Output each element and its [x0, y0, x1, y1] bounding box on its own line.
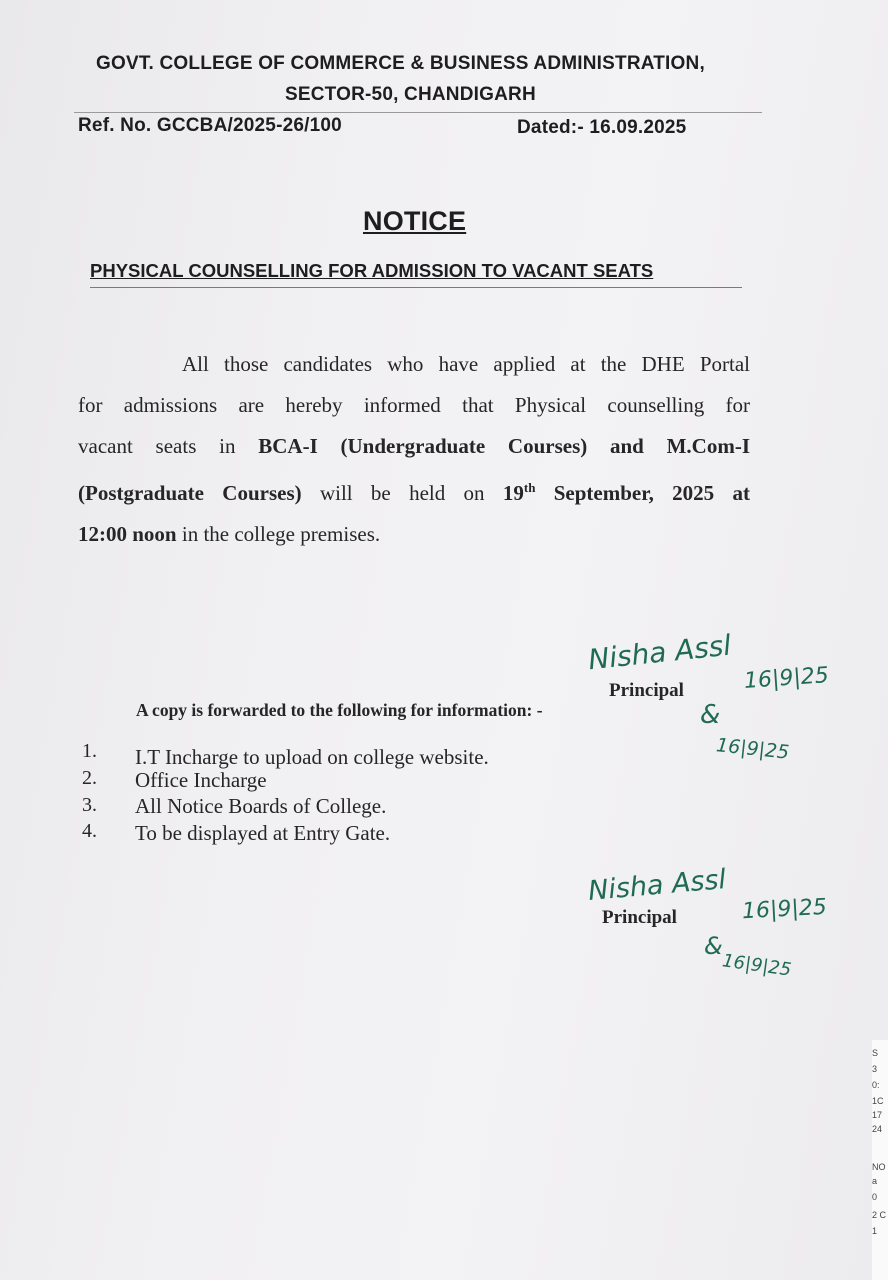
handwritten-date-1: 16|9|25 [743, 663, 830, 694]
subject-underline [90, 287, 742, 288]
body-line-3: vacant seats in BCA-I (Undergraduate Courses) and M.Com-I [78, 434, 751, 458]
notice-date: Dated:- 16.09.2025 [517, 117, 687, 138]
forward-list [80, 740, 600, 846]
initial-mark-1: & [700, 700, 721, 730]
list-item: 4. To be displayed at Entry Gate. [82, 820, 391, 845]
header-divider [74, 112, 762, 113]
handwritten-signature-1: Nisha Assl [586, 628, 733, 677]
initial-mark-2: & [704, 932, 723, 960]
college-name-line1: GOVT. COLLEGE OF COMMERCE & BUSINESS ADMINISTRATION, [96, 53, 705, 74]
notice-subject: PHYSICAL COUNSELLING FOR ADMISSION TO VACANT SEATS [90, 260, 654, 281]
list-item: 3. All Notice Boards of College. [82, 794, 387, 818]
handwritten-date-2: 16|9|25 [741, 894, 828, 925]
handwritten-initial-date-1: 16|9|25 [715, 734, 791, 764]
handwritten-initial-date-2: 16|9|25 [720, 950, 793, 981]
forward-heading: A copy is forwarded to the following for information: - [136, 700, 543, 720]
body-line-1: All those candidates who have applied at the DHE Portal [182, 352, 750, 376]
college-name-line2: SECTOR-50, CHANDIGARH [285, 84, 536, 105]
body-line-2: for admissions are hereby informed that Physical counselling for [78, 393, 750, 417]
reference-number: Ref. No. GCCBA/2025-26/100 [78, 115, 342, 136]
principal-label-2: Principal [602, 907, 677, 928]
notice-title: NOTICE [363, 206, 467, 236]
body-line-5: 12:00 noon in the college premises. [78, 522, 381, 546]
handwritten-signature-2: Nisha Assl [586, 864, 728, 907]
notice-body [78, 344, 750, 555]
list-item: 2. Office Incharge [82, 767, 267, 792]
adjacent-sheet-edge: S 3 0: 1C 17 24 NO a 0 2 C 1 [872, 1040, 888, 1280]
body-line-4: (Postgraduate Courses) will be held on 19th September, 2025 at [78, 480, 750, 505]
list-item: 1. I.T Incharge to upload on college website. [82, 740, 489, 769]
principal-label-1: Principal [609, 680, 684, 701]
